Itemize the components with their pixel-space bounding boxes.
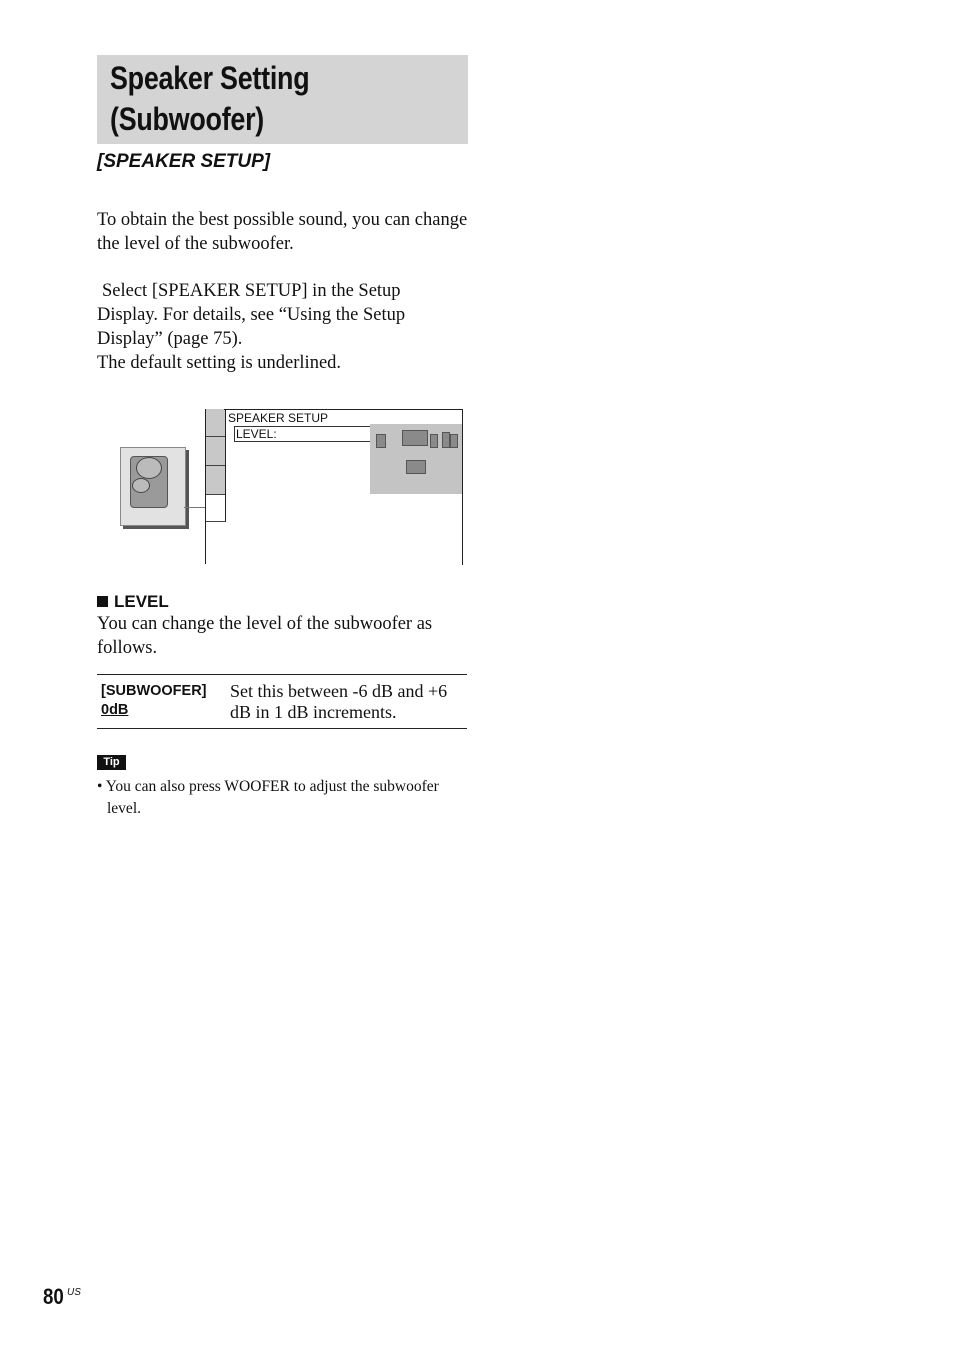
tip-text bbox=[97, 776, 469, 820]
setup-screen bbox=[224, 409, 463, 565]
page-region-suffix: US bbox=[67, 1287, 81, 1298]
level-heading-text: LEVEL bbox=[114, 592, 169, 611]
menu-icon-speaker-active bbox=[206, 495, 225, 522]
step-paragraph bbox=[97, 279, 477, 375]
page-number: 80 bbox=[43, 1284, 64, 1309]
menu-icon-2 bbox=[206, 437, 225, 466]
table-key bbox=[101, 682, 207, 720]
table-key-default: 0dB bbox=[101, 702, 129, 718]
page-subtitle: [SPEAKER SETUP] bbox=[97, 151, 271, 172]
disc-speaker-icon bbox=[120, 447, 186, 526]
screen-title: SPEAKER SETUP bbox=[228, 411, 329, 425]
settings-table bbox=[97, 674, 467, 729]
speaker-layout-panel bbox=[370, 424, 462, 494]
tip-badge: Tip bbox=[97, 755, 126, 770]
surround-speaker-icon bbox=[450, 434, 458, 448]
subwoofer-speaker-icon bbox=[442, 432, 450, 448]
level-description: You can change the level of the subwoofer as follows. bbox=[97, 614, 433, 658]
intro-paragraph: To obtain the best possible sound, you can change the level of the subwoofer. bbox=[97, 210, 468, 254]
level-heading bbox=[97, 592, 169, 612]
table-key-line-1: [SUBWOOFER] bbox=[101, 683, 207, 699]
default-note: The default setting is underlined. bbox=[97, 353, 342, 373]
tip-item: • You can also press WOOFER to adjust the subwoofer level. bbox=[97, 778, 439, 817]
speaker-cone-small bbox=[132, 478, 150, 493]
title-line-2: (Subwoofer) bbox=[110, 101, 265, 137]
front-left-speaker-icon bbox=[376, 434, 386, 448]
setup-display-illustration bbox=[120, 409, 465, 567]
front-right-speaker-icon bbox=[430, 434, 438, 448]
table-value: Set this between -6 dB and +6 dB in 1 dB increments. bbox=[230, 681, 448, 722]
square-bullet-icon bbox=[97, 596, 108, 607]
step-line-3: Display” (page 75). bbox=[97, 329, 243, 349]
screen-left-edge bbox=[205, 522, 206, 564]
setup-menu-column bbox=[205, 409, 226, 522]
center-speaker-icon bbox=[402, 430, 428, 446]
page-title bbox=[110, 58, 396, 140]
step-line-2: Display. For details, see “Using the Setup bbox=[97, 305, 406, 325]
title-line-1: Speaker Setting bbox=[110, 60, 310, 96]
menu-icon-3 bbox=[206, 466, 225, 495]
menu-icon-1 bbox=[206, 409, 225, 437]
level-field: LEVEL: bbox=[234, 426, 371, 442]
listener-icon bbox=[406, 460, 426, 474]
step-line-1: Select [SPEAKER SETUP] in the Setup bbox=[102, 281, 401, 301]
speaker-cone-large bbox=[136, 457, 162, 479]
